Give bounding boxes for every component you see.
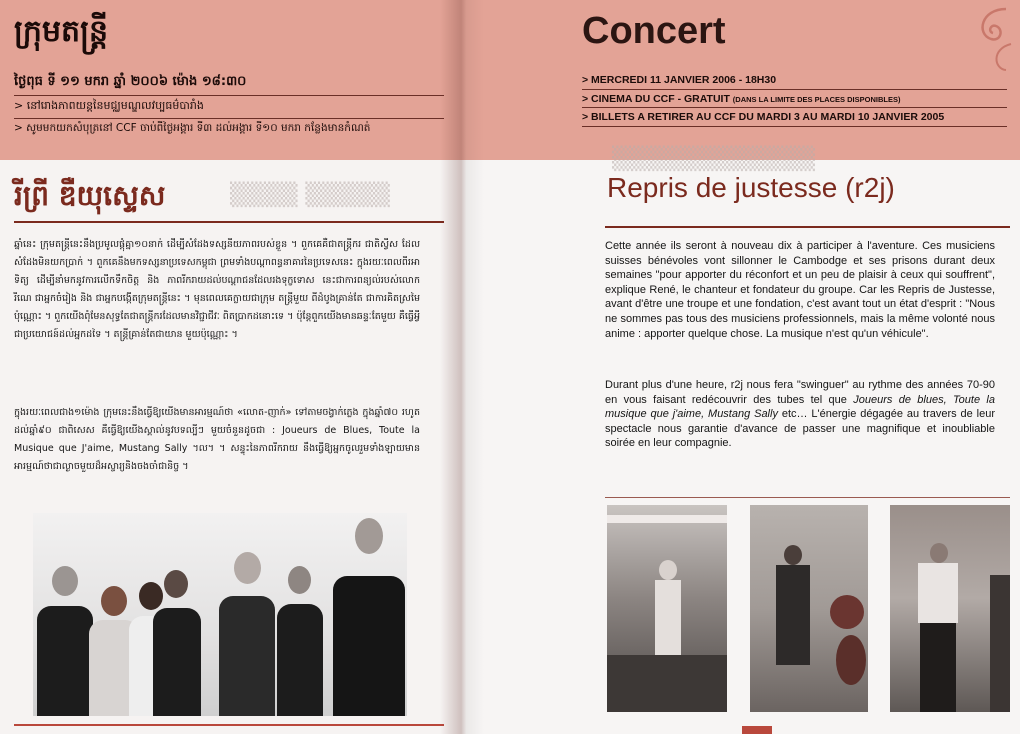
- right-header-title: Concert: [582, 10, 726, 52]
- right-venue-text: > CINEMA DU CCF - GRATUIT: [582, 93, 730, 105]
- right-paragraph-2: [605, 378, 995, 451]
- right-venue-line: [582, 93, 900, 105]
- band-group-photo: [33, 513, 407, 716]
- left-bottom-rule: [14, 724, 444, 726]
- left-page-khmer: [0, 0, 462, 734]
- left-venue-line: > នៅរោងភាពយន្តនៃមជ្ឈមណ្ឌលវប្បធម៌បារាំង: [14, 99, 204, 112]
- left-paragraph-1: ឆ្នាំនេះ ក្រុមតន្ត្រីនេះនឹងប្រមូលផ្តុំគ្នា១០នាក់ ដើម្បីសំដែងទស្សនីយភាពរបស់ខ្លួន ។ ពួកគេគឺជាតន្ត្រីករ ជាតិស្វីស ដែលសំដែងមិនយកប្រាក់ ។ ពួកគេនឹងមកទស្សនាប្រទេសកម្ពុជា ព្រមទាំងបណ្តាពន្ធនាគារនៃប្រទេសនេះ ក្នុងរយៈពេលពីរអាទិត្យ ដើម្បីនាំមកនូវការលើកទឹកចិត្ត និង ភាពរីករាយដល់បណ្តាជនដែលរងទុក្ខទោស នេះជាការពន្យល់របស់លោក រីណេ ជាអ្នកចំរៀង និង ជាអ្នកបង្កើតក្រុមតន្ត្រីនេះ ។ មុនពេលគេក្លាយជាក្រុម តន្ត្រីមួយ ពីដំបូងគ្រាន់តែ ជាការគិតស្រមៃប៉ុណ្ណោះ ។ ពួកយើងពុំមែនសុទ្ធតែជាតន្ត្រីករដែលមានវិជ្ជាជីវៈ ពិតប្រាកដនោះទេ ។ ប៉ុន្តែពួកយើងមានឆន្ទៈតែមួយ គឺធ្វើអ្វីជាប្រយោជន៍ដល់អ្នកដទៃ ។ តន្ត្រីគ្រាន់តែជាយាន មួយប៉ុណ្ណោះ ។: [14, 239, 420, 340]
- right-venue-note: (DANS LA LIMITE DES PLACES DISPONIBLES): [732, 95, 901, 104]
- right-header-divider-1: [582, 89, 1007, 90]
- right-paragraph-2-end: etc… L'énergie dégagée au travers de leur spectacle nous garantie d'avance de passer une magnifique et inoubliable soirée en leur compagnie.: [605, 408, 995, 450]
- left-header-title: ក្រុមតន្ត្រី: [14, 14, 109, 49]
- right-header-divider-3: [582, 126, 1007, 127]
- left-date-line: ថ្ងៃពុធ ទី ១១ មករា ឆ្នាំ ២០០៦ ម៉ោង ១៨:៣០: [14, 74, 247, 89]
- right-ticket-line: > BILLETS A RETIRER AU CCF DU MARDI 3 AU MARDI 10 JANVIER 2005: [582, 111, 945, 123]
- right-paragraph-1: Cette année ils seront à nouveau dix à participer à l'aventure. Ces musiciens suisses bénévoles vont sillonner le Cambodge et ses prisons durant deux semaines "pour apporter du réconfort et un peu de plaisir à ceux qui souffrent", explique René, le chanteur et fondateur du groupe. Car les Repris de Justesse, avant d'être une troupe et une fondation, c'est avant tout un état d'esprit : "Nous ne sommes pas tous des musiciens professionnels, mais la même volonté nous anime : apporter quelque chose. La musique n'est qu'un véhicule".: [605, 240, 995, 340]
- concert-photo-guitarist: [750, 505, 868, 712]
- bleed-through-text: ▒▒▒▒ ▒▒▒▒▒: [230, 182, 390, 208]
- right-paragraph-2-start: Durant plus d'une heure, r2j nous fera "swinguer" au rythme des années 70-90 en vous faisant redécouvrir des tubes tel que: [605, 379, 995, 406]
- right-header-divider-2: [582, 107, 1007, 108]
- right-photo-rule: [605, 497, 1010, 498]
- left-heading-rule: [14, 221, 444, 223]
- left-ticket-line: > សូមមកយកសំបុត្រនៅ CCF ចាប់ពីថ្ងៃអង្គារ ទី៣ ដល់អង្គារ ទី១០ មករា កន្លែងមានកំណត់: [14, 122, 371, 134]
- right-bottom-accent: [742, 726, 772, 734]
- left-article-heading: រីព្រី ឌឺយុស្ទេស: [14, 179, 166, 212]
- right-bleed-through: ▒▒▒▒▒▒▒▒▒▒▒▒: [612, 146, 816, 172]
- swirl-ornament-icon: [966, 4, 1016, 74]
- left-header-divider-2: [14, 118, 444, 119]
- left-header-divider-1: [14, 95, 444, 96]
- right-heading-rule: [605, 226, 1010, 228]
- concert-photo-singer: [607, 505, 727, 712]
- right-article-heading: Repris de justesse (r2j): [607, 172, 895, 203]
- right-page-french: [462, 0, 1020, 734]
- concert-photo-bassist: [890, 505, 1010, 712]
- right-date-line: > MERCREDI 11 JANVIER 2006 - 18H30: [582, 74, 777, 86]
- left-paragraph-2: ក្នុងរយៈពេលជាង១ម៉ោង ក្រុមនេះនឹងធ្វើឱ្យយើងមានអារម្មណ៍ថា «លោត-ញាក់» ទៅតាមចង្វាក់ភ្លេង ក្នុងឆ្នាំ៧០ រហូតដល់ឆ្នាំ៩០ ជាពិសេស គឺធ្វើឱ្យយើងស្គាល់នូវបទល្បីៗ មួយចំនួនដូចជា : Joueurs de Blues, Toute la Musique que J'aime, Mustang Sally ។ល។ ។ សន្ទុះនៃភាពរីករាយ នឹងធ្វើឱ្យអ្នកចូលរួមទាំងឡាយមាន អារម្មណ៍ថាជាល្ងាចមួយដ៏អស្ចារ្យនិងចងចាំជានិច្ច ។: [14, 407, 420, 472]
- right-paragraph-2-songs: Joueurs de blues, Toute la musique que j'aime, Mustang Sally: [605, 393, 995, 421]
